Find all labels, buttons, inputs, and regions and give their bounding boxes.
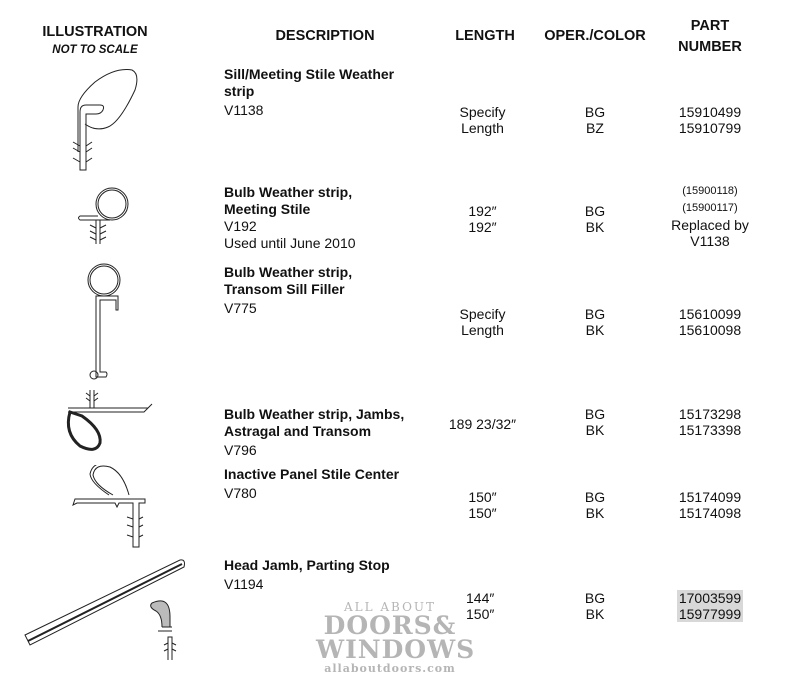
watermark-line1: ALL ABOUT bbox=[343, 600, 437, 614]
row-6-parts bbox=[655, 590, 765, 622]
row-5-parts bbox=[655, 489, 765, 521]
row-3-title: Bulb Weather strip, bbox=[224, 264, 353, 280]
color-code: BG bbox=[584, 590, 606, 606]
row-2-colors bbox=[560, 203, 630, 235]
length-header: LENGTH bbox=[455, 28, 515, 44]
part-number-header bbox=[660, 16, 760, 58]
replacement-code: V1138 bbox=[690, 233, 730, 249]
color-code: BK bbox=[585, 219, 605, 235]
part-number-header-line1: PART bbox=[690, 18, 730, 34]
part-number-old: (15900118) bbox=[682, 185, 738, 197]
watermark-line2: DOORS& bbox=[323, 611, 457, 640]
length-value: 192″ bbox=[468, 219, 497, 235]
row-4-description bbox=[224, 406, 404, 459]
row-6-length bbox=[466, 590, 526, 622]
color-code: BZ bbox=[586, 120, 604, 136]
part-number: 15610099 bbox=[678, 306, 742, 322]
row-3-description bbox=[224, 264, 352, 317]
row-4-length bbox=[425, 416, 540, 432]
length-value: Specify bbox=[459, 104, 506, 120]
row-4-title: Bulb Weather strip, Jambs, bbox=[224, 406, 405, 422]
all-about-doors-watermark bbox=[316, 600, 476, 676]
row-2-description bbox=[224, 184, 356, 252]
v775-transom-sill-filler-illustration bbox=[80, 262, 130, 387]
color-code: BG bbox=[584, 489, 606, 505]
row-4-parts bbox=[655, 406, 765, 438]
color-code: BG bbox=[584, 203, 606, 219]
row-1-title-cont: strip bbox=[224, 83, 255, 99]
part-number-header-line2: NUMBER bbox=[678, 39, 742, 55]
watermark-line3: WINDOWS bbox=[316, 635, 476, 664]
color-code: BK bbox=[585, 422, 605, 438]
length-value: 144″ bbox=[466, 590, 495, 606]
length-value: 150″ bbox=[468, 489, 497, 505]
row-3-length bbox=[430, 306, 535, 338]
row-6-colors bbox=[560, 590, 630, 622]
part-number: 15173298 bbox=[678, 406, 742, 422]
row-2-note: Used until June 2010 bbox=[224, 235, 356, 251]
row-1-colors bbox=[560, 104, 630, 136]
length-value: Length bbox=[461, 120, 504, 136]
row-3-parts bbox=[655, 306, 765, 338]
v796-bulb-jamb-weatherstrip-illustration bbox=[60, 388, 160, 458]
row-3-colors bbox=[560, 306, 630, 338]
part-number: 15173398 bbox=[678, 422, 742, 438]
length-value: 189 23/32″ bbox=[448, 416, 517, 432]
row-5-colors bbox=[560, 489, 630, 521]
v1194-head-jamb-parting-stop-illustration bbox=[20, 555, 200, 665]
description-header: DESCRIPTION bbox=[275, 28, 375, 44]
length-value: 192″ bbox=[468, 203, 497, 219]
row-1-title: Sill/Meeting Stile Weather bbox=[224, 66, 395, 82]
color-code: BG bbox=[584, 406, 606, 422]
length-value: 150″ bbox=[466, 606, 495, 622]
color-code: BG bbox=[584, 306, 606, 322]
illustration-header-label: ILLUSTRATION bbox=[42, 24, 148, 40]
part-number: 15610098 bbox=[678, 322, 742, 338]
part-number-old: (15900117) bbox=[682, 202, 738, 214]
row-5-length bbox=[430, 489, 535, 521]
row-1-parts bbox=[655, 104, 765, 136]
row-2-parts bbox=[655, 183, 765, 249]
part-number: 15910499 bbox=[678, 104, 742, 120]
row-1-length bbox=[430, 104, 535, 136]
part-number-highlighted: 17003599 bbox=[678, 590, 742, 606]
row-6-code: V1194 bbox=[224, 576, 264, 592]
watermark-url: allaboutdoors.com bbox=[324, 662, 456, 675]
v192-bulb-weatherstrip-illustration bbox=[70, 182, 150, 252]
v780-inactive-panel-stile-illustration bbox=[65, 465, 155, 550]
row-1-description bbox=[224, 66, 394, 119]
color-code: BK bbox=[585, 606, 605, 622]
part-number: 15910799 bbox=[678, 120, 742, 136]
row-5-description bbox=[224, 466, 399, 502]
part-number: 15174099 bbox=[678, 489, 742, 505]
row-5-code: V780 bbox=[224, 485, 257, 501]
not-to-scale-note: NOT TO SCALE bbox=[52, 44, 138, 56]
row-4-code: V796 bbox=[224, 442, 257, 458]
row-4-colors bbox=[560, 406, 630, 438]
row-3-title-cont: Transom Sill Filler bbox=[224, 281, 345, 297]
row-2-length bbox=[430, 203, 535, 235]
row-6-description bbox=[224, 557, 390, 593]
row-3-code: V775 bbox=[224, 300, 257, 316]
row-6-title: Head Jamb, Parting Stop bbox=[224, 557, 390, 573]
color-header: OPER./COLOR bbox=[544, 28, 646, 44]
row-2-title: Bulb Weather strip, bbox=[224, 184, 353, 200]
length-value: Length bbox=[461, 322, 504, 338]
color-code: BG bbox=[584, 104, 606, 120]
illustration-header bbox=[40, 22, 150, 57]
color-code: BK bbox=[585, 505, 605, 521]
length-value: 150″ bbox=[468, 505, 497, 521]
color-code: BK bbox=[585, 322, 605, 338]
replacement-note: Replaced by bbox=[671, 217, 749, 233]
row-5-title: Inactive Panel Stile Center bbox=[224, 466, 400, 482]
row-2-code: V192 bbox=[224, 218, 257, 234]
length-value: Specify bbox=[459, 306, 506, 322]
row-2-title-cont: Meeting Stile bbox=[224, 201, 311, 217]
part-number-highlighted: 15977999 bbox=[678, 606, 742, 622]
part-number: 15174098 bbox=[678, 505, 742, 521]
v1138-sill-weatherstrip-illustration bbox=[60, 62, 150, 172]
row-1-code: V1138 bbox=[224, 102, 264, 118]
row-4-title-cont: Astragal and Transom bbox=[224, 423, 372, 439]
